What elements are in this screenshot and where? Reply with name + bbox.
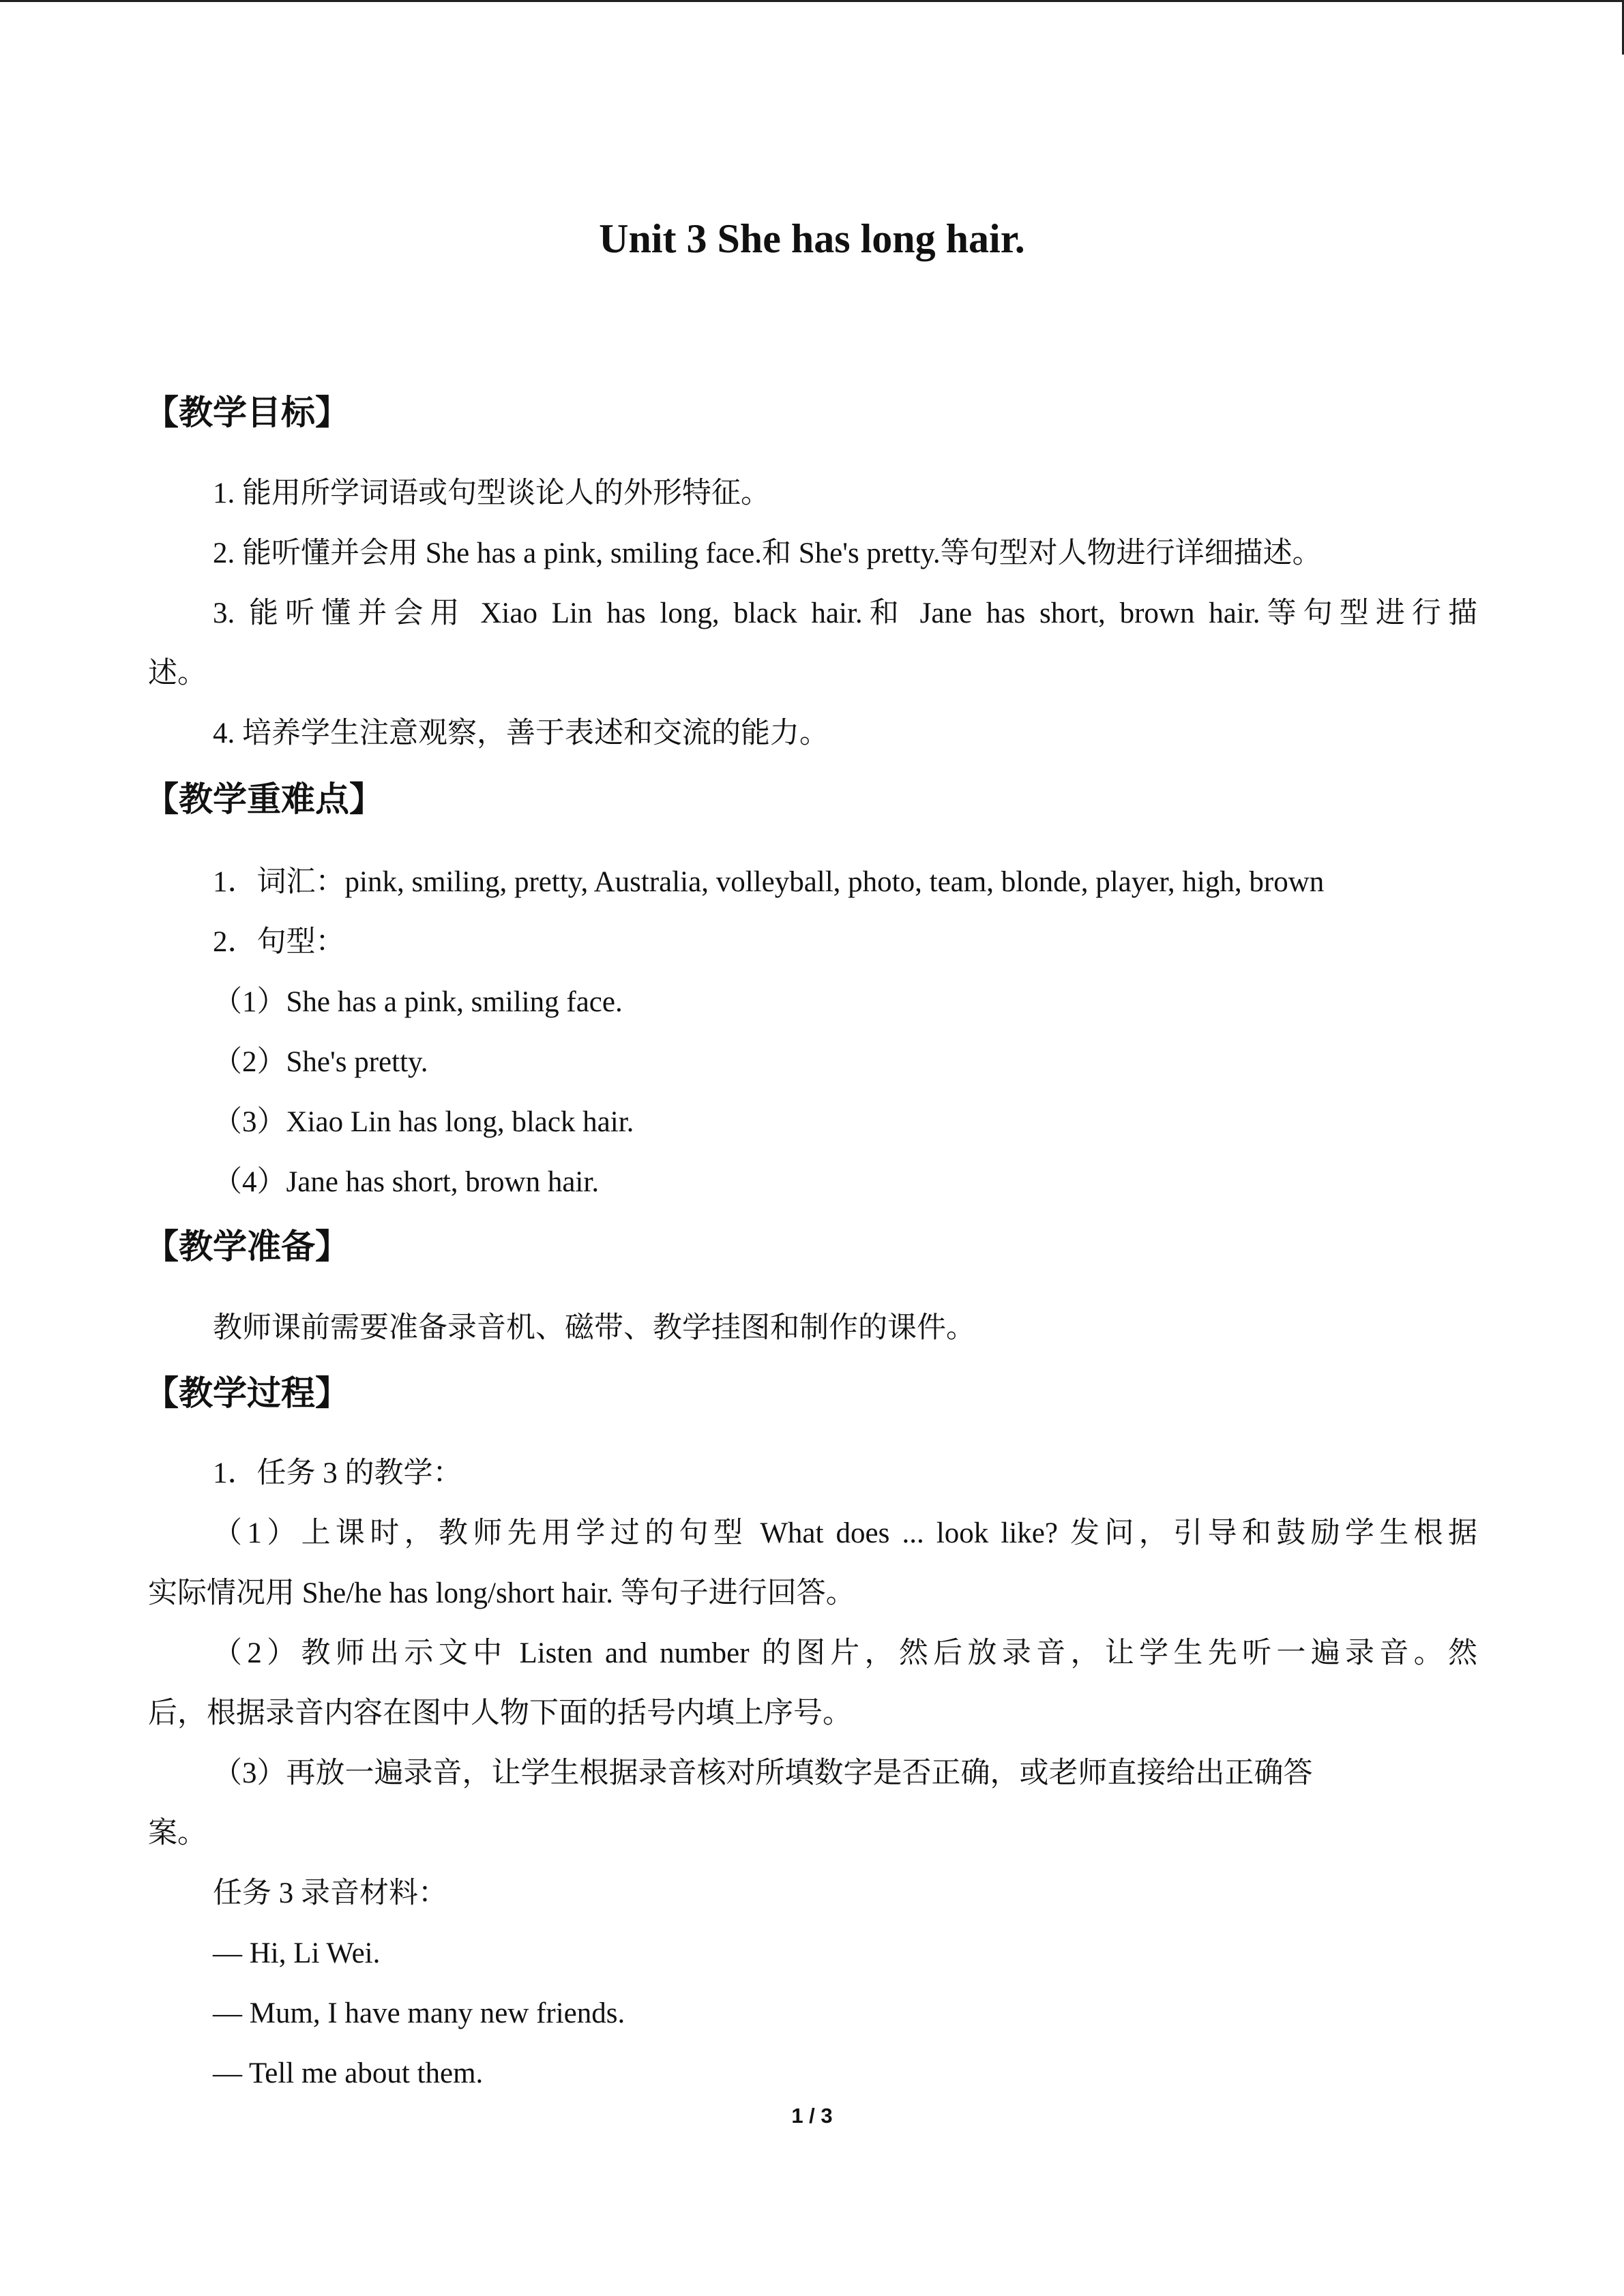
section-heading-keypoints: 【教学重难点】	[145, 779, 383, 819]
sentence-pattern-item: （3）Xiao Lin has long, black hair.	[213, 1106, 634, 1138]
objective-item: 4. 培养学生注意观察，善于表述和交流的能力。	[213, 717, 829, 749]
sentence-pattern-item: （4）Jane has short, brown hair.	[213, 1166, 600, 1198]
objective-item: 3. 能听懂并会用 Xiao Lin has long, black hair.和 Jane has short, brown hair.等句型进行描	[213, 597, 1477, 629]
process-item: （2）教师出示文中 Listen and number 的图片，然后放录音，让学生先听一遍录音。然	[213, 1637, 1477, 1669]
page-number: 1 / 3	[791, 2104, 833, 2128]
document-title: Unit 3 She has long hair.	[599, 216, 1025, 261]
process-item: （3）再放一遍录音，让学生根据录音核对所填数字是否正确，或老师直接给出正确答	[213, 1757, 1313, 1789]
process-item: 1．任务 3 的教学：	[213, 1457, 462, 1489]
dialogue-line: — Hi, Li Wei.	[213, 1937, 381, 1969]
dialogue-line: — Tell me about them.	[213, 2057, 484, 2089]
dialogue-line: — Mum, I have many new friends.	[213, 1997, 625, 2029]
sentence-pattern-item: （2）She's pretty.	[213, 1046, 428, 1078]
preparation-text: 教师课前需要准备录音机、磁带、教学挂图和制作的课件。	[213, 1312, 975, 1344]
recording-label: 任务 3 录音材料：	[213, 1877, 447, 1909]
keypoint-item: 2．句型：	[213, 926, 345, 958]
objective-item: 1. 能用所学词语或句型谈论人的外形特征。	[213, 477, 770, 509]
process-item-continuation: 实际情况用 She/he has long/short hair. 等句子进行回答。	[148, 1577, 855, 1609]
process-item-continuation: 后，根据录音内容在图中人物下面的括号内填上序号。	[148, 1697, 852, 1729]
sentence-pattern-item: （1）She has a pink, smiling face.	[213, 986, 623, 1018]
process-item-continuation: 案。	[148, 1817, 207, 1849]
objective-item: 2. 能听懂并会用 She has a pink, smiling face.和 She's pretty.等句型对人物进行详细描述。	[213, 537, 1322, 569]
page-top-border	[0, 0, 1624, 2]
keypoint-item: 1．词汇：pink, smiling, pretty, Australia, volleyball, photo, team, blonde, player, high, brown	[213, 866, 1325, 898]
process-item: （1）上课时，教师先用学过的句型 What does ... look like? 发问，引导和鼓励学生根据	[213, 1517, 1477, 1549]
objective-item-continuation: 述。	[148, 657, 207, 689]
section-heading-preparation: 【教学准备】	[145, 1227, 349, 1266]
section-heading-objectives: 【教学目标】	[145, 393, 349, 432]
section-heading-process: 【教学过程】	[145, 1373, 349, 1413]
